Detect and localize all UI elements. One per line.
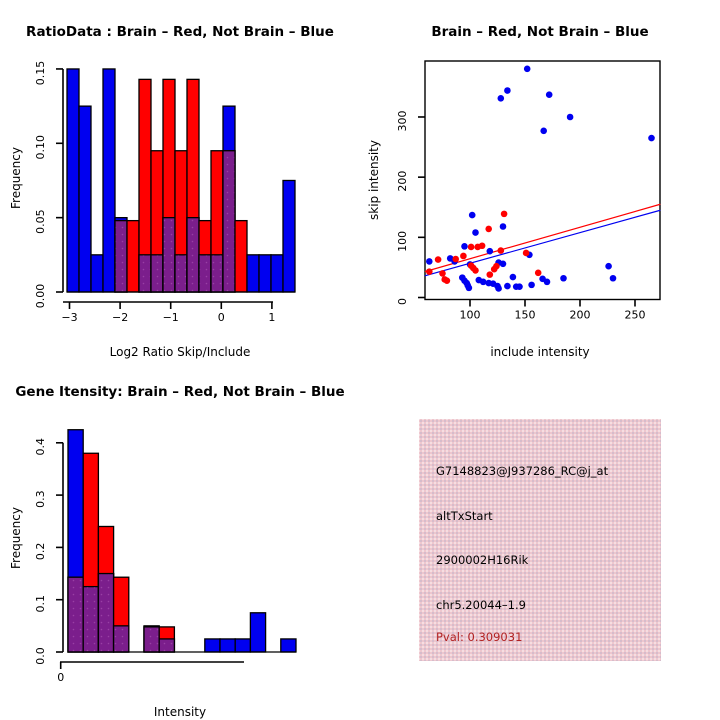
scatter-point-red xyxy=(435,256,442,263)
histogram-bar-overlap xyxy=(163,218,175,292)
scatter-point-blue xyxy=(540,128,547,135)
histogram-bar-red xyxy=(235,221,247,292)
histogram-bar-overlap xyxy=(144,627,159,652)
scatter-point-red xyxy=(535,270,542,277)
x-tick-label: −1 xyxy=(162,311,179,324)
y-tick-label: 0.0 xyxy=(34,647,47,665)
plot-title: Gene Itensity: Brain – Red, Not Brain – Blue xyxy=(15,384,345,400)
x-tick-label: 100 xyxy=(459,308,481,322)
intensity-scatter-chart xyxy=(360,0,720,360)
scatter-point-red xyxy=(498,247,505,254)
histogram-bar-overlap xyxy=(98,574,113,652)
x-tick-label: 250 xyxy=(624,308,646,322)
scatter-point-red xyxy=(501,211,508,218)
scatter-point-blue xyxy=(500,261,507,268)
regression-line-blue xyxy=(425,210,660,276)
plot-title: Brain – Red, Not Brain – Blue xyxy=(431,24,649,40)
scatter-point-blue xyxy=(495,285,502,292)
scatter-point-blue xyxy=(498,95,505,102)
histogram-bar-blue xyxy=(250,613,265,652)
y-axis-title: Frequency xyxy=(9,147,23,209)
scatter-point-blue xyxy=(544,279,551,286)
scatter-point-blue xyxy=(500,223,507,230)
gene-intensity-histogram-chart xyxy=(0,360,360,720)
scatter-point-blue xyxy=(461,243,468,250)
x-tick-label: −3 xyxy=(61,311,78,324)
x-tick-label: 200 xyxy=(569,308,591,322)
histogram-bar-overlap xyxy=(115,221,127,292)
histogram-bar-overlap xyxy=(159,639,174,652)
scatter-point-blue xyxy=(528,282,535,289)
scatter-point-red xyxy=(523,250,530,257)
x-tick-label: 1 xyxy=(268,311,276,324)
scatter-point-blue xyxy=(469,212,476,219)
quadrant-intensity-scatter xyxy=(360,0,720,360)
y-axis-title: skip intensity xyxy=(367,140,381,220)
scatter-point-blue xyxy=(466,285,473,292)
info-line-event-type: altTxStart xyxy=(436,509,493,523)
histogram-bar-overlap xyxy=(139,255,151,292)
info-line-pval: Pval: 0.309031 xyxy=(436,630,523,644)
scatter-point-blue xyxy=(504,283,511,290)
scatter-point-red xyxy=(487,271,494,278)
info-panel xyxy=(419,419,661,661)
scatter-point-red xyxy=(493,263,500,270)
histogram-bar-blue xyxy=(220,639,235,652)
histogram-bar-blue xyxy=(67,69,79,292)
y-tick-label: 0.05 xyxy=(34,209,47,234)
scatter-point-red xyxy=(485,226,492,233)
quadrant-ratio-histogram xyxy=(0,0,360,360)
scatter-point-red xyxy=(439,270,446,277)
scatter-point-red xyxy=(472,267,479,274)
scatter-point-blue xyxy=(426,258,433,265)
histogram-bar-blue xyxy=(79,106,91,292)
scatter-point-blue xyxy=(605,263,612,270)
y-tick-label: 0.10 xyxy=(34,135,47,160)
scatter-point-red xyxy=(452,256,459,263)
quadrant-gene-intensity-histogram xyxy=(0,360,360,720)
scatter-point-blue xyxy=(648,135,655,142)
x-tick-label: −2 xyxy=(111,311,129,324)
scatter-point-red xyxy=(479,242,486,249)
histogram-bar-overlap xyxy=(83,587,98,652)
histogram-bar-overlap xyxy=(68,577,83,652)
scatter-point-blue xyxy=(504,87,511,94)
histogram-bar-blue xyxy=(259,255,271,292)
scatter-point-blue xyxy=(524,66,531,73)
y-tick-label: 0.4 xyxy=(34,438,47,456)
y-tick-label: 0.1 xyxy=(34,594,47,613)
scatter-point-blue xyxy=(546,91,553,98)
x-axis-title: include intensity xyxy=(490,345,590,359)
scatter-point-blue xyxy=(487,248,494,255)
histogram-bar-overlap xyxy=(187,218,199,292)
scatter-point-blue xyxy=(560,275,567,282)
scatter-point-blue xyxy=(510,274,517,281)
histogram-bar-blue xyxy=(235,639,250,652)
histogram-bar-red xyxy=(127,221,139,292)
x-tick-label: 0 xyxy=(57,671,65,684)
y-tick-label: 0.2 xyxy=(34,542,47,561)
scatter-point-red xyxy=(426,268,433,275)
histogram-bar-overlap xyxy=(114,626,129,652)
x-axis-title: Log2 Ratio Skip/Include xyxy=(109,345,251,359)
ratio-histogram-chart xyxy=(0,0,360,360)
scatter-point-blue xyxy=(516,283,523,290)
y-tick-label: 0.00 xyxy=(34,283,47,309)
y-tick-label: 200 xyxy=(396,170,409,192)
histogram-bar-blue xyxy=(247,255,259,292)
regression-line-red xyxy=(425,204,660,271)
y-axis-title: Frequency xyxy=(9,507,23,569)
histogram-bar-overlap xyxy=(151,255,163,292)
histogram-bar-overlap xyxy=(211,255,223,292)
histogram-bar-blue xyxy=(103,69,115,292)
histogram-bar-overlap xyxy=(223,151,235,292)
scatter-point-blue xyxy=(567,114,574,121)
scatter-point-red xyxy=(468,244,475,251)
scatter-point-red xyxy=(460,253,467,260)
histogram-bar-blue xyxy=(283,180,295,292)
histogram-bar-blue xyxy=(281,639,296,652)
info-line-probe-id: G7148823@J937286_RC@j_at xyxy=(436,464,609,478)
y-tick-label: 0.15 xyxy=(34,60,47,86)
y-tick-label: 100 xyxy=(396,230,409,252)
histogram-bar-blue xyxy=(205,639,220,652)
info-line-locus: chr5.20044–1.9 xyxy=(436,598,526,612)
histogram-bar-overlap xyxy=(175,255,187,292)
x-axis-title: Intensity xyxy=(153,705,207,719)
y-tick-label: 300 xyxy=(396,110,409,132)
plot-box xyxy=(425,61,660,300)
histogram-bar-blue xyxy=(91,255,103,292)
scatter-point-blue xyxy=(480,279,487,286)
scatter-point-blue xyxy=(472,229,479,236)
x-tick-label: 150 xyxy=(514,308,536,322)
histogram-bar-blue xyxy=(271,255,283,292)
quadrant-info-panel xyxy=(360,360,720,720)
x-tick-label: 0 xyxy=(217,311,225,324)
histogram-bar-overlap xyxy=(199,255,211,292)
scatter-point-red xyxy=(444,277,451,284)
y-tick-label: 0 xyxy=(396,298,409,305)
info-line-gene-symbol: 2900002H16Rik xyxy=(436,553,529,567)
scatter-point-blue xyxy=(610,275,617,282)
y-tick-label: 0.3 xyxy=(34,490,47,508)
plot-title: RatioData : Brain – Red, Not Brain – Blue xyxy=(26,24,334,40)
